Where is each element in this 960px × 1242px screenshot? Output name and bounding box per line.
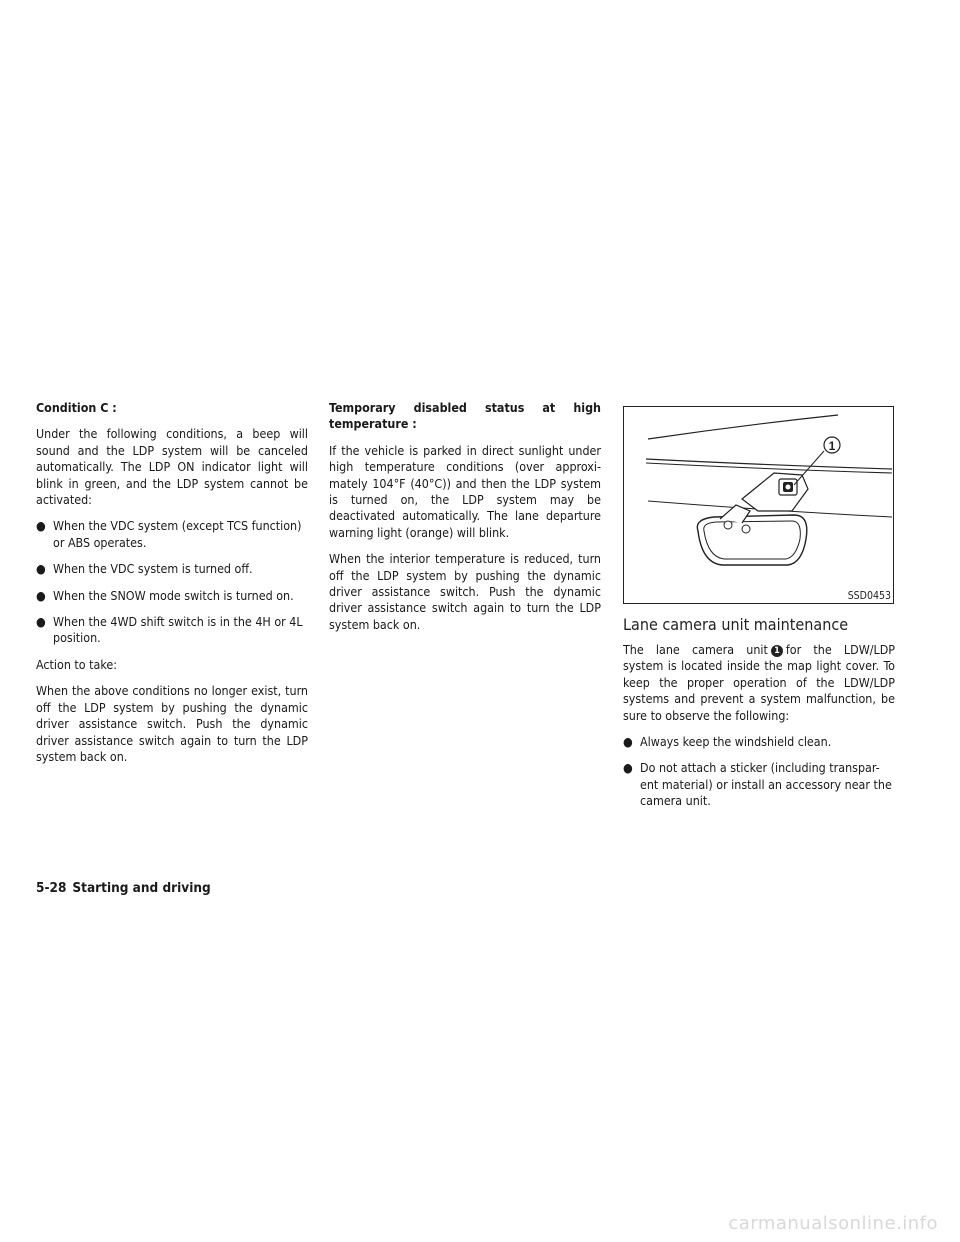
list-item xyxy=(36,588,308,604)
watermark: carmanualsonline.info xyxy=(728,1213,938,1234)
condition-c-intro: Under the following conditions, a beep will sound and the LDP system will be canceled automatically. The LDP ON indicator light will blink in green, and the LDP system cannot be activated: xyxy=(36,426,308,508)
list-item-text: When the VDC system is turned off. xyxy=(53,561,253,577)
bullet-icon: ● xyxy=(36,614,46,630)
callout-1-icon: 1 xyxy=(771,645,783,657)
section-title: Lane camera unit maintenance xyxy=(623,615,849,634)
list-item xyxy=(623,760,895,809)
list-item xyxy=(36,614,308,647)
list-item-text: Do not attach a sticker (including transpar-ent material) or install an accessory near the camera unit. xyxy=(640,760,892,809)
bullet-icon: ● xyxy=(36,561,46,577)
chapter-name: Starting and driving xyxy=(72,880,211,896)
column-condition-c xyxy=(36,400,308,775)
bullet-icon: ● xyxy=(36,587,46,603)
list-item xyxy=(36,561,308,577)
high-temp-para-2: When the interior temperature is reduced, turn off the LDP system by pushing the dynamic driver assistance switch. Push the dynamic driver assistance switch again to turn the LDP system back on. xyxy=(329,551,601,632)
figure-callout-1: 1 xyxy=(828,439,836,453)
page-number: 5-28 xyxy=(36,880,67,896)
list-item xyxy=(36,518,308,551)
list-item-text: When the VDC system (except TCS function) or ABS operates. xyxy=(53,518,302,550)
list-item-text: When the 4WD shift switch is in the 4H or 4L position. xyxy=(53,614,303,646)
intro-after: for the LDW/LDP system is located inside the map light cover. To keep the proper operation of the LDW/LDP systems and prevent a system malfunction, be sure to observe the following: xyxy=(623,642,895,723)
bullet-icon: ● xyxy=(623,734,633,750)
column-maintenance xyxy=(623,642,895,820)
camera-illustration xyxy=(624,407,893,603)
maintenance-intro xyxy=(623,642,895,724)
list-item-text: When the SNOW mode switch is turned on. xyxy=(53,587,294,603)
high-temp-para-1: If the vehicle is parked in direct sunlight under high temperature conditions (over approxi-mately 104°F (40°C)) and then the LDP system is turned on, the LDP system may be deactivated automatically. The lane departure warning light (orange) will blink. xyxy=(329,442,601,540)
high-temp-heading: Temporary disabled status at high temperature : xyxy=(329,400,601,432)
condition-c-heading: Condition C : xyxy=(36,400,117,415)
action-text: When the above conditions no longer exist, turn off the LDP system by pushing the dynamic driver assistance switch. Push the dynamic driver assistance switch again to turn the LDP system back on. xyxy=(36,683,308,764)
bullet-icon: ● xyxy=(623,760,633,776)
list-item-text: Always keep the windshield clean. xyxy=(640,734,832,750)
action-label: Action to take: xyxy=(36,656,117,672)
list-item xyxy=(623,734,895,750)
camera-figure xyxy=(623,406,894,604)
column-high-temperature xyxy=(329,400,601,643)
page-footer xyxy=(36,880,211,896)
intro-before: The lane camera unit xyxy=(623,642,768,657)
bullet-icon: ● xyxy=(36,518,46,534)
figure-code-label: SSD0453 xyxy=(847,590,891,602)
